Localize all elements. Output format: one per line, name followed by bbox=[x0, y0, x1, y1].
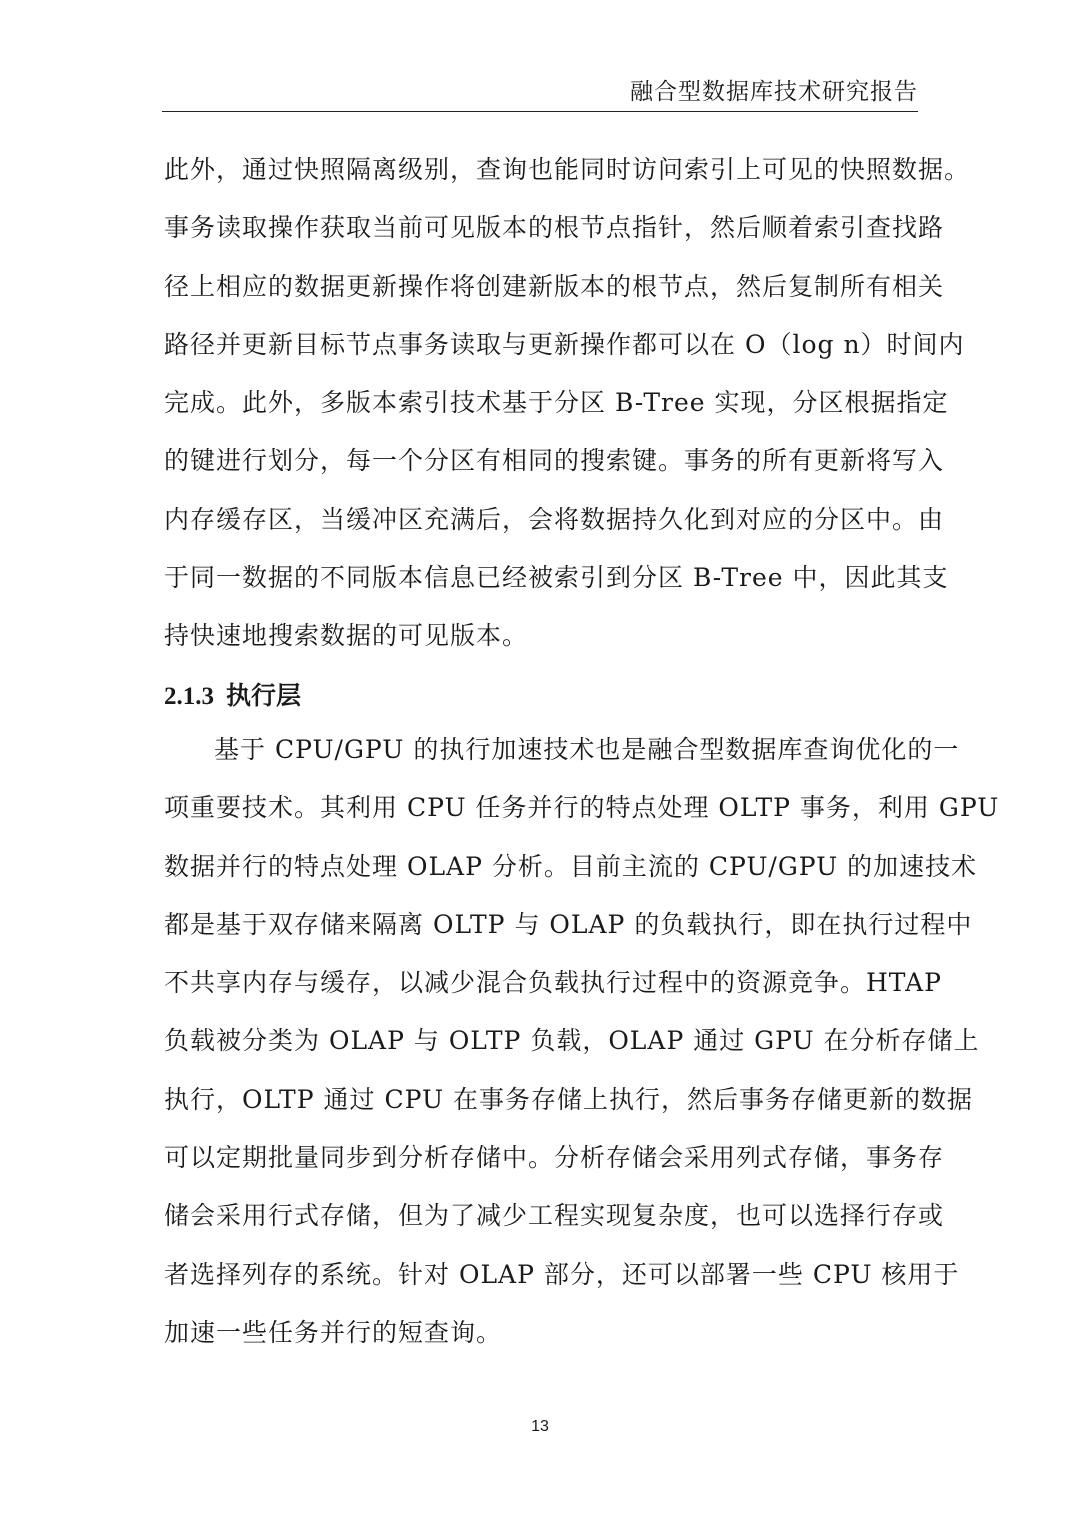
section-title: 执行层 bbox=[226, 681, 302, 710]
text-line: 执行，OLTP 通过 CPU 在事务存储上执行，然后事务存储更新的数据 bbox=[164, 1084, 973, 1114]
running-header: 融合型数据库技术研究报告 bbox=[630, 79, 918, 105]
text-line: 项重要技术。其利用 CPU 任务并行的特点处理 OLTP 事务，利用 GPU bbox=[164, 793, 1000, 823]
text-line: 负载被分类为 OLAP 与 OLTP 负载，OLAP 通过 GPU 在分析存储上 bbox=[164, 1026, 980, 1056]
text-line: 完成。此外，多版本索引技术基于分区 B-Tree 实现，分区根据指定 bbox=[164, 388, 949, 418]
text-line: 基于 CPU/GPU 的执行加速技术也是融合型数据库查询优化的一 bbox=[214, 735, 960, 764]
text-line: 此外，通过快照隔离级别，查询也能同时访问索引上可见的快照数据。 bbox=[164, 155, 971, 184]
text-line: 内存缓存区，当缓冲区充满后，会将数据持久化到对应的分区中。由 bbox=[164, 504, 945, 534]
text-line: 持快速地搜索数据的可见版本。 bbox=[164, 621, 529, 651]
text-line: 可以定期批量同步到分析存储中。分析存储会采用列式存储，事务存 bbox=[164, 1143, 945, 1173]
text-line: 加速一些任务并行的短查询。 bbox=[164, 1317, 503, 1347]
text-line: 路径并更新目标节点事务读取与更新操作都可以在 O（log n）时间内 bbox=[164, 329, 965, 359]
text-line: 于同一数据的不同版本信息已经被索引到分区 B-Tree 中，因此其支 bbox=[164, 563, 949, 593]
text-line: 者选择列存的系统。针对 OLAP 部分，还可以部署一些 CPU 核用于 bbox=[164, 1259, 960, 1289]
page-number: 13 bbox=[531, 1418, 549, 1435]
text-line: 都是基于双存储来隔离 OLTP 与 OLAP 的负载执行，即在执行过程中 bbox=[164, 909, 973, 939]
text-line: 不共享内存与缓存，以减少混合负载执行过程中的资源竞争。HTAP bbox=[164, 968, 942, 998]
paragraph-snapshot-index bbox=[164, 141, 971, 666]
text-line: 事务读取操作获取当前可见版本的根节点指针，然后顺着索引查找路 bbox=[164, 213, 945, 243]
text-line: 径上相应的数据更新操作将创建新版本的根节点，然后复制所有相关 bbox=[164, 271, 945, 301]
text-line: 数据并行的特点处理 OLAP 分析。目前主流的 CPU/GPU 的加速技术 bbox=[164, 851, 978, 881]
paragraph-execution-layer bbox=[164, 721, 1000, 1362]
section-heading bbox=[164, 667, 301, 726]
header-divider bbox=[162, 111, 918, 112]
section-number: 2.1.3 bbox=[164, 683, 214, 710]
text-line: 的键进行划分，每一个分区有相同的搜索键。事务的所有更新将写入 bbox=[164, 446, 945, 476]
text-line: 储会采用行式存储，但为了减少工程实现复杂度，也可以选择行存或 bbox=[164, 1201, 945, 1231]
